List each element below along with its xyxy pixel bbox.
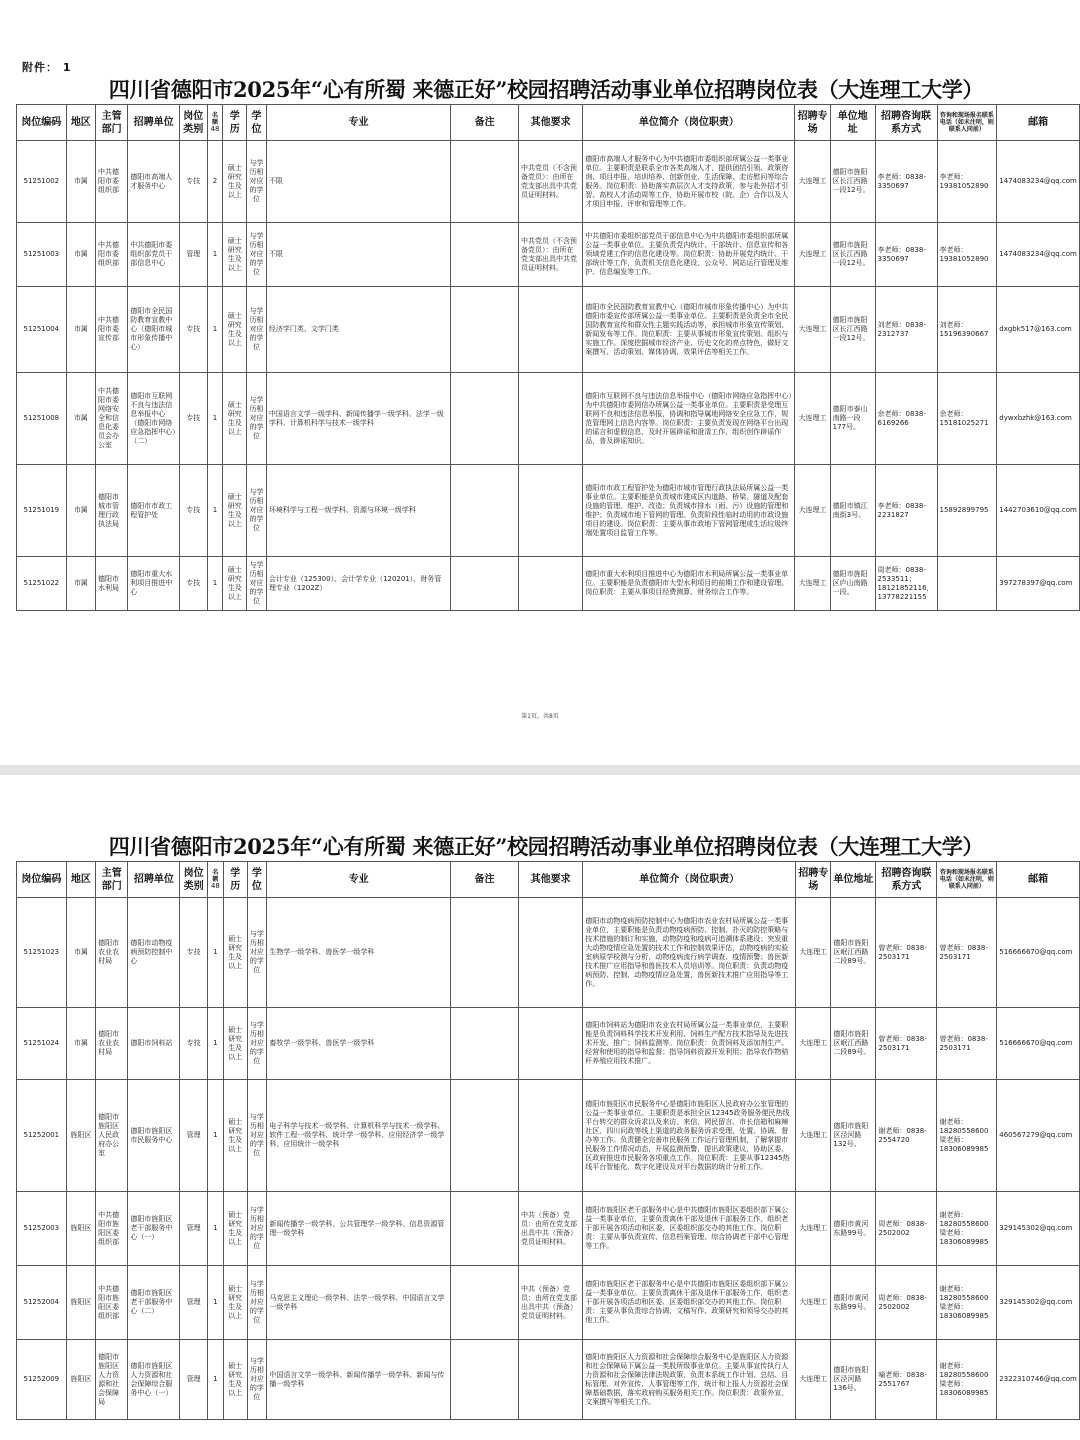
header-email: 邮箱 [997,862,1080,898]
cell-quota: 1 [207,1266,223,1340]
cell-degree: 与学历相对应的学位 [247,287,267,373]
cell-major: 会计专业（125300）、会计学专业（120201）、财务管理专业（1202Z） [266,557,450,611]
header-contact: 招聘咨询联系方式 [876,862,937,898]
cell-category: 专技 [180,141,207,223]
positions-table-page-2 [16,861,1080,1420]
cell-quota: 1 [207,373,223,465]
header-code: 岗位编码 [17,862,67,898]
cell-quota: 1 [207,898,223,1008]
cell-address: 德阳市黄河东路99号。 [831,1266,876,1340]
cell-education: 硕士研究生及以上 [223,1080,247,1192]
cell-degree: 与学历相对应的学位 [247,898,267,1008]
table-row [17,223,1080,287]
cell-intro: 德阳市饲料站为德阳市农业农村局所属公益一类事业单位，主要职能是负责饲料科学技术开发利用、饲料生产配方技术指导及先进技术开发、推广；饲料监测等。岗位职责：负责饲料及添加剂生产、经营和使用的指导和监督；指导饲料资源开发利用；指导农作物秸秆养殖应用技术推广。 [583,1008,796,1080]
cell-contact: 周老师：0838-2502002 [876,1192,937,1266]
cell-dept: 德阳市旌阳区人力资源和社会保障局 [96,1340,128,1420]
cell-contact: 周老师：0838-2502002 [876,1266,937,1340]
cell-onsite: 李老师：19381052890 [937,141,997,223]
header-unit: 招聘单位 [128,862,180,898]
cell-quota: 1 [207,465,223,557]
header-venue: 招聘专场 [796,862,831,898]
cell-dept: 中共德阳市旌阳区委组织部 [96,1266,128,1340]
header-major: 专业 [267,862,451,898]
cell-dept: 中共德阳市委组织部 [96,223,128,287]
cell-onsite: 谢老师：18280558600 梁老师：18306089985 [937,1192,997,1266]
cell-category: 专技 [180,557,207,611]
table-header-row [17,862,1080,898]
header-unit: 招聘单位 [128,105,180,141]
cell-venue: 大连理工 [795,373,830,465]
cell-venue: 大连理工 [796,898,831,1008]
table-body-page-1 [17,141,1080,611]
cell-unit: 德阳市市政工程管护处 [128,465,180,557]
cell-onsite: 刘老师：15196390667 [937,287,997,373]
table-row [17,1340,1080,1420]
cell-code: 51251019 [17,465,67,557]
cell-intro: 中共德阳市委组织部党员干部信息中心为中共德阳市委组织部所属公益一类事业单位。主要负责党内统计、干部统计、信息宣传和各领域党建工作的信息化建设等。岗位职责：协助开展党内统计、干部统计等工作，负责机关信息化建设、公众号、网站运行管理及维护、信息编发等工作。 [583,223,795,287]
cell-other [519,1340,583,1420]
cell-unit: 德阳市全民国防教育宣教中心（德阳市城市形象传播中心） [128,287,180,373]
cell-region: 旌阳区 [66,1080,95,1192]
cell-address: 德阳市旌阳区岷江西路二段89号。 [831,898,876,1008]
cell-region: 旌阳区 [66,1266,95,1340]
header-education: 学历 [223,862,247,898]
cell-contact: 李老师：0838-2231827 [875,465,937,557]
cell-code: 51252004 [17,1266,67,1340]
cell-contact: 李老师：0838-3350697 [875,141,937,223]
cell-education: 硕士研究生及以上 [223,223,247,287]
cell-address: 德阳市旌阳区岷江西路二段89号。 [831,1008,876,1080]
cell-region: 市属 [66,557,95,611]
cell-intro: 德阳市旌阳区老干部服务中心是中共德阳市旌阳区委组织部下属公益一类事业单位，主要负责离休干部及退休干部服务工作，组织老干部开展各项活动和区委、区委组织部交办的其他工作。岗位职责：主要从事负责宣传、信息档案管理、综合协调老干部中心管理等工作。 [583,1192,796,1266]
cell-degree: 与学历相对应的学位 [247,141,267,223]
cell-contact: 李老师：0838-3350697 [875,223,937,287]
cell-region: 旌阳区 [66,1192,95,1266]
cell-category: 管理 [180,223,207,287]
cell-major: 新闻传播学一级学科、公共管理学一级学科、信息资源管理一级学科 [267,1192,451,1266]
cell-other [519,557,583,611]
cell-other [519,287,583,373]
cell-onsite: 谢老师：18280558600 梁老师：18306089985 [937,1266,997,1340]
cell-code: 51251023 [17,898,67,1008]
cell-address: 德阳市镇江南街3号。 [830,465,875,557]
cell-remark [451,465,519,557]
cell-email: 516666670@qq.com [997,1008,1080,1080]
cell-unit: 德阳市高端人才服务中心 [128,141,180,223]
cell-code: 51251002 [17,141,67,223]
cell-contact: 曾老师：0838-2503171 [876,898,937,1008]
cell-education: 硕士研究生及以上 [223,373,247,465]
cell-remark [451,1080,519,1192]
cell-dept: 中共德阳市委组织部 [96,141,128,223]
cell-quota: 1 [207,1340,223,1420]
cell-quota: 1 [207,1080,223,1192]
cell-category: 专技 [180,287,207,373]
cell-education: 硕士研究生及以上 [223,1192,247,1266]
cell-other: 中共（预备）党员：由所在党支部出具中共（预备）党员证明材料。 [519,1266,583,1340]
page-separator [0,765,1080,775]
header-quota [207,862,223,898]
cell-intro: 德阳市高端人才服务中心为中共德阳市委组织部所属公益一类事业单位。主要职责是联系全市各类高端人才，提供团结引领、政策咨询、项目申报、培训培养、创新创业、生活保障、走访慰问等综合服务。岗位职责：协助落实高层次人才支持政策，参与赴外招才引智、高校人才活动周等工作，协助开展市校（院、企）合作以及人才项目申报、评审和管理等工作。 [583,141,795,223]
cell-education: 硕士研究生及以上 [223,557,247,611]
cell-region: 市属 [66,373,95,465]
cell-dept: 德阳市旌阳区人民政府办公室 [96,1080,128,1192]
header-contact: 招聘咨询联系方式 [875,105,937,141]
cell-quota: 1 [207,557,223,611]
cell-degree: 与学历相对应的学位 [247,557,267,611]
cell-venue: 大连理工 [795,287,830,373]
table-row [17,287,1080,373]
cell-intro: 德阳市重大水利项目推进中心为德阳市水利局所属公益一类事业单位。主要职能是负责德阳市大型水利项目的前期工作和建设管理。岗位职责：主要从事项目经费测算、财务综合工作等。 [583,557,795,611]
cell-onsite: 谢老师：18280558600 梁老师：18306089985 [937,1080,997,1192]
cell-address: 德阳市旌阳区庐山南路一段。 [830,557,875,611]
cell-venue: 大连理工 [796,1008,831,1080]
cell-quota: 1 [207,223,223,287]
cell-remark [451,373,519,465]
header-region: 地区 [66,105,95,141]
cell-address: 德阳市旌阳区泾河路132号。 [831,1080,876,1192]
cell-address: 德阳市旌阳区长江西路一段12号。 [830,141,875,223]
cell-code: 51251003 [17,223,67,287]
header-venue: 招聘专场 [795,105,830,141]
cell-category: 管理 [180,1340,208,1420]
cell-other [519,465,583,557]
header-category: 岗位类别 [180,105,207,141]
cell-unit: 德阳市饲料站 [128,1008,180,1080]
cell-dept: 德阳市城市管理行政执法局 [96,465,128,557]
cell-unit: 德阳市旌阳区老干部服务中心（二） [128,1266,180,1340]
cell-dept: 中共德阳市委宣传部 [96,287,128,373]
cell-unit: 德阳市互联网不良与违法信息举报中心（德阳市网络应急指挥中心）（二） [128,373,180,465]
cell-major: 经济学门类、文学门类 [266,287,450,373]
header-remark: 备注 [451,862,519,898]
cell-email: 460567279@qq.com [997,1080,1080,1192]
cell-dept: 德阳市农业农村局 [96,1008,128,1080]
cell-category: 专技 [180,373,207,465]
cell-region: 市属 [66,223,95,287]
cell-onsite: 李老师：19381052890 [937,223,997,287]
table-row [17,373,1080,465]
cell-degree: 与学历相对应的学位 [247,1340,267,1420]
cell-education: 硕士研究生及以上 [223,1266,247,1340]
cell-education: 硕士研究生及以上 [223,898,247,1008]
cell-unit: 中共德阳市委组织部党员干部信息中心 [128,223,180,287]
cell-address: 德阳市黄河东路99号。 [831,1192,876,1266]
cell-unit: 德阳市重大水利项目推进中心 [128,557,180,611]
cell-onsite: 余老师：15181025271 [937,373,997,465]
cell-region: 市属 [66,898,95,1008]
cell-dept: 德阳市农业农村局 [96,898,128,1008]
cell-degree: 与学历相对应的学位 [247,1080,267,1192]
cell-email: dxgbk517@163.com [997,287,1080,373]
document-title-page-2: 四川省德阳市2025年“心有所蜀 来德正好”校园招聘活动事业单位招聘岗位表（大连理工大学） [108,834,984,859]
header-major: 专业 [266,105,450,141]
header-degree: 学位 [247,105,267,141]
cell-email: 329145302@qq.com [997,1192,1080,1266]
table-row [17,1192,1080,1266]
table-row [17,141,1080,223]
table-row [17,1080,1080,1192]
cell-code: 51252001 [17,1080,67,1192]
cell-onsite [937,557,997,611]
header-quota-total: 48 [210,882,220,890]
header-dept: 主管部门 [96,862,128,898]
cell-intro: 德阳市动物疫病预防控制中心为德阳市农业农村局所属公益一类事业单位，主要职能是负责动物疫病预防、控制、扑灭的防控策略与技术措施的制订和实施，动物防疫和疫病可追溯体系建设；突发重大动物疫情应急处置的技术工作和控制效果评估，动物疫病的实验室病原学检测与分析，动物疫病流行病学调查、疫情预警；兽医新技术推广应用指导和兽医技术人员培训等。岗位职责：负责动物疫病预防、控制、动物疫情应急处置，兽医新技术推广应用指导等工作。 [583,898,796,1008]
cell-major: 环境科学与工程一级学科、资源与环境一级学科 [266,465,450,557]
cell-other: 中共党员（不含预备党员）：由所在党支部出具中共党员证明材料。 [519,223,583,287]
cell-region: 市属 [66,465,95,557]
cell-remark [451,1266,519,1340]
cell-venue: 大连理工 [795,465,830,557]
cell-onsite: 曾老师：0838-2503171 [937,898,997,1008]
cell-remark [451,287,519,373]
header-onsite: 咨询和现场报名联系电话（如未注明，则联系人同前） [937,105,997,141]
table-body-page-2 [17,898,1080,1420]
cell-intro: 德阳市旌阳区市民服务中心是德阳市旌阳区人民政府办公室管理的公益一类事业单位。主要职责是承担全区12345政务服务便民热线平台转交的群众诉求以及来访、来信、网民留言、市长信箱和麻辣社区、四川问政等线上渠道的政务服务诉求受理、处置、协调、督办等工作。负责健全完善市民服务工作运行管理机制，了解掌握市民服务工作情况动态，开展监测预警，提出政策建议，协助区委、区政府推进市民服务各项重点工作。岗位职责：主要从事12345热线平台智能化、数字化建设及对平台数据的统计分析工作。 [583,1080,796,1192]
cell-quota: 1 [207,1008,223,1080]
header-degree: 学位 [247,862,267,898]
cell-other [519,1008,583,1080]
cell-education: 硕士研究生及以上 [223,1008,247,1080]
header-quota-label: 名额 [212,869,219,883]
header-quota [207,105,223,141]
cell-venue: 大连理工 [795,557,830,611]
header-region: 地区 [66,862,95,898]
cell-major: 不限 [266,141,450,223]
header-remark: 备注 [451,105,519,141]
cell-venue: 大连理工 [796,1340,831,1420]
cell-venue: 大连理工 [796,1080,831,1192]
cell-dept: 中共德阳市旌阳区委组织部 [96,1192,128,1266]
table-row [17,1008,1080,1080]
cell-code: 51251004 [17,287,67,373]
cell-major: 畜牧学一级学科、兽医学一级学科 [267,1008,451,1080]
cell-education: 硕士研究生及以上 [223,141,247,223]
cell-email: 516666670@qq.com [997,898,1080,1008]
cell-intro: 德阳市旌阳区老干部服务中心是中共德阳市旌阳区委组织部下属公益一类事业单位。主要负责离休干部及退休干部服务工作，组织老干部开展各项活动和区委、区委组织部交办的其他工作。岗位职责：主要从事负责综合协调、文稿写作、政策研究和领导交办的其他工作。 [583,1266,796,1340]
cell-quota: 2 [207,141,223,223]
header-intro: 单位简介（岗位职责） [583,862,796,898]
cell-other [519,898,583,1008]
cell-major: 中国语言文学一级学科、新闻传播学一级学科、法学一级学科、计算机科学与技术一级学科 [266,373,450,465]
cell-major: 生物学一级学科、兽医学一级学科 [267,898,451,1008]
cell-contact: 曾老师：0838-2503171 [876,1008,937,1080]
cell-region: 旌阳区 [66,1340,95,1420]
cell-category: 管理 [180,1266,208,1340]
cell-degree: 与学历相对应的学位 [247,1008,267,1080]
cell-email: 1442703610@qq.com [997,465,1080,557]
header-onsite: 咨询和现场报名联系电话（如未注明，则联系人同前） [937,862,997,898]
cell-dept: 德阳市水利局 [96,557,128,611]
cell-unit: 德阳市旌阳区市民服务中心 [128,1080,180,1192]
cell-code: 51251008 [17,373,67,465]
cell-unit: 德阳市动物疫病预防控制中心 [128,898,180,1008]
cell-address: 德阳市泰山南路一段177号。 [830,373,875,465]
header-code: 岗位编码 [17,105,67,141]
header-category: 岗位类别 [180,862,208,898]
cell-remark [451,1340,519,1420]
cell-onsite: 谢老师：18280558600 梁老师：18306089985 [937,1340,997,1420]
cell-other [519,1080,583,1192]
header-intro: 单位简介（岗位职责） [583,105,795,141]
page-footer: 第1页，共8页 [521,713,559,720]
cell-category: 管理 [180,1192,208,1266]
cell-remark [451,141,519,223]
cell-remark [451,223,519,287]
table-header-row [17,105,1080,141]
cell-venue: 大连理工 [796,1266,831,1340]
cell-code: 51251024 [17,1008,67,1080]
cell-remark [451,1008,519,1080]
header-education: 学历 [223,105,247,141]
cell-email: 2322310746@qq.com [997,1340,1080,1420]
cell-unit: 德阳市旌阳区老干部服务中心（一） [128,1192,180,1266]
cell-venue: 大连理工 [795,141,830,223]
cell-degree: 与学历相对应的学位 [247,223,267,287]
cell-education: 硕士研究生及以上 [223,287,247,373]
cell-code: 51251022 [17,557,67,611]
cell-intro: 德阳市全民国防教育宣教中心（德阳市城市形象传播中心）为中共德阳市委宣传部所属公益一类事业单位。主要职责是负责全市全民国防教育宣传和群众性主题实践活动等，承担城市形象宣传策划、新闻发布等工作。岗位职责：主要从事城市形象宣传策划、组织与实施工作。深度挖掘城市经济产业、历史文化的亮点特色，做好文案撰写、活动策划、媒体协调、效果评估等相关工作。 [583,287,795,373]
cell-education: 硕士研究生及以上 [223,1340,247,1420]
cell-remark [451,557,519,611]
table-row [17,898,1080,1008]
table-row [17,557,1080,611]
header-other: 其他要求 [519,105,583,141]
document-title: 四川省德阳市2025年“心有所蜀 来德正好”校园招聘活动事业单位招聘岗位表（大连理工大学） [108,77,984,102]
cell-unit: 德阳市旌阳区人力资源和社会保障综合服务中心（一） [128,1340,180,1420]
cell-address: 德阳市旌阳区泾河路136号。 [831,1340,876,1420]
cell-email: 329145302@qq.com [997,1266,1080,1340]
cell-email: 1474083234@qq.com [997,223,1080,287]
cell-other [519,373,583,465]
header-address: 单位地址 [830,105,875,141]
cell-contact: 周老师：0838-2533511；18121852116，13778221155 [875,557,937,611]
cell-email: 397278397@qq.com [997,557,1080,611]
cell-region: 市属 [66,141,95,223]
cell-contact: 刘老师：0838-2312737 [875,287,937,373]
cell-degree: 与学历相对应的学位 [247,465,267,557]
cell-venue: 大连理工 [795,223,830,287]
cell-degree: 与学历相对应的学位 [247,373,267,465]
cell-major: 中国语言文学一级学科、新闻传播学一级学科、新闻与传播一级学科 [267,1340,451,1420]
cell-email: dywxbzhk@163.com [997,373,1080,465]
cell-major: 电子科学与技术一级学科、计算机科学与技术一级学科、软件工程一级学科、统计学一级学科、应用经济学一级学科、应用统计一级学科 [267,1080,451,1192]
header-dept: 主管部门 [96,105,128,141]
cell-contact: 谢老师：0838-2554720 [876,1080,937,1192]
cell-region: 市属 [66,1008,95,1080]
cell-onsite: 曾老师：0838-2503171 [937,1008,997,1080]
header-address: 单位地址 [831,862,876,898]
cell-category: 专技 [180,898,208,1008]
cell-category: 管理 [180,1080,208,1192]
cell-major: 马克思主义理论一级学科、法学一级学科、中国语言文学一级学科 [267,1266,451,1340]
cell-address: 德阳市旌阳区长江西路一段12号。 [830,287,875,373]
cell-intro: 德阳市互联网不良与违法信息举报中心（德阳市网络应急指挥中心）为中共德阳市委网信办所属公益一类事业单位。主要职责是受理互联网不良和违法信息举报，协调和指导属地网络安全应急工作，规范管理网上信息内容等。岗位职责：主要负责发现在网络平台出现的谣言和虚假信息，及时开展辟谣和澄清工作，组织创作辟谣作品，普及辟谣知识。 [583,373,795,465]
annex-label: 附件： 1 [22,61,72,74]
cell-category: 专技 [180,1008,208,1080]
cell-intro: 德阳市旌阳区人力资源和社会保障综合服务中心是旌阳区人力资源和社会保障局下属公益一类股所级事业单位。主要从事宣传执行人力资源和社会保障法律法规政策，负责本系统工作计划、总结、目标管理、对外宣传、人事管理等工作，统计和上报人力资源社会保障基础数据，落实政府购买服务相关工作。岗位职责：政策外宣、文案撰写等相关工作。 [583,1340,796,1420]
cell-intro: 德阳市市政工程管护处为德阳市城市管理行政执法局所属公益一类事业单位。主要职能是负责城市建成区内道路、桥梁、隧道及配套设施的管理、维护、改造；负责城市排水（雨、污）设施的管理和维护；负责城市地下管网的管理。负责阶段性临时动用的市政设施项目的建设。岗位职责：主要从事市政地下管网管理或生活垃圾终端处置项目监管工作等。 [583,465,795,557]
cell-email: 1474083234@qq.com [997,141,1080,223]
cell-category: 专技 [180,465,207,557]
cell-quota: 1 [207,287,223,373]
cell-education: 硕士研究生及以上 [223,465,247,557]
cell-quota: 1 [207,1192,223,1266]
table-row [17,1266,1080,1340]
cell-major: 不限 [266,223,450,287]
table-row [17,465,1080,557]
cell-other: 中共（预备）党员：由所在党支部出具中共（预备）党员证明材料。 [519,1192,583,1266]
cell-venue: 大连理工 [796,1192,831,1266]
cell-region: 市属 [66,287,95,373]
header-other: 其他要求 [519,862,583,898]
cell-code: 51252003 [17,1192,67,1266]
cell-degree: 与学历相对应的学位 [247,1192,267,1266]
header-quota-label: 名额 [211,112,218,126]
header-email: 邮箱 [997,105,1080,141]
document-page-2 [0,775,1080,1440]
cell-address: 德阳市旌阳区长江西路一段12号。 [830,223,875,287]
cell-dept: 中共德阳市委网络安全和信息化委员会办公室 [96,373,128,465]
cell-onsite: 15892899795 [937,465,997,557]
header-quota-total: 48 [210,125,220,133]
positions-table-page-1 [16,104,1080,611]
cell-degree: 与学历相对应的学位 [247,1266,267,1340]
cell-remark [451,1192,519,1266]
cell-contact: 余老师：0838-6169266 [875,373,937,465]
cell-remark [451,898,519,1008]
cell-code: 51252009 [17,1340,67,1420]
cell-other: 中共党员（不含预备党员）：由所在党支部出具中共党员证明材料。 [519,141,583,223]
cell-contact: 喻老师：0838-2551767 [876,1340,937,1420]
